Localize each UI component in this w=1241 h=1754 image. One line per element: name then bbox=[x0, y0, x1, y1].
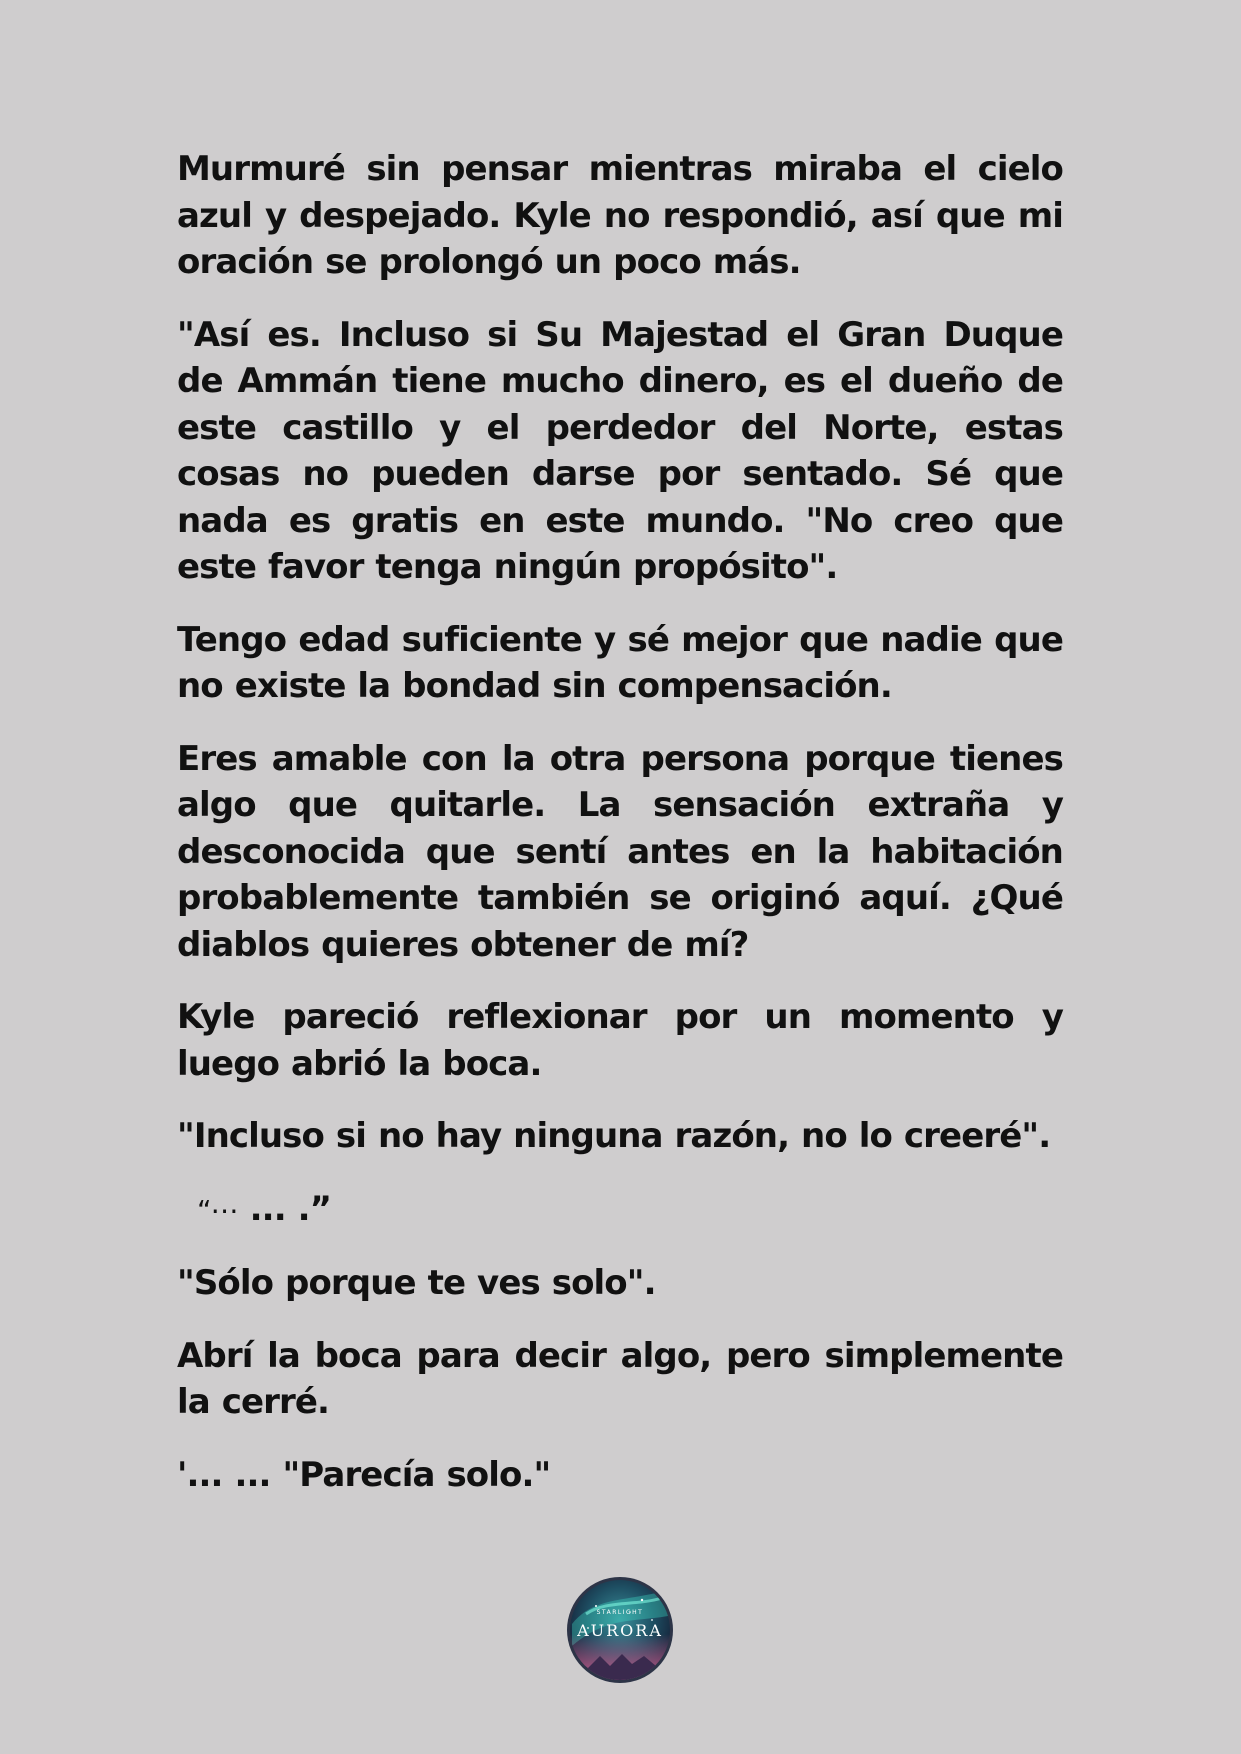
ellipsis-dialogue bbox=[177, 1186, 1063, 1235]
paragraph-9: '... ... "Parecía solo." bbox=[177, 1454, 551, 1495]
paragraph-7: "Sólo porque te ves solo". bbox=[177, 1263, 656, 1303]
paragraph-2: "Así es. Incluso si Su Majestad el Gran Duque de Ammán tiene mucho dinero, es el dueño de este castillo y el perdedor del Norte, estas cosas no pueden darse por sentado. Sé que nada es gratis en este mundo. "No creo que este favor tenga ningún propósito". bbox=[177, 314, 1063, 587]
ellipsis-close: ... .” bbox=[249, 1188, 332, 1229]
chapter-text bbox=[177, 146, 1063, 1524]
paragraph-4: Eres amable con la otra persona porque tienes algo que quitarle. La sensación extraña y desconocida que sentí antes en la habitación probablemente también se originó aquí. ¿Qué diablos quieres obtener de mí? bbox=[177, 738, 1063, 965]
paragraph-3: Tengo edad suficiente y sé mejor que nadie que no existe la bondad sin compensación. bbox=[177, 619, 1063, 706]
paragraph-5: Kyle pareció reflexionar por un momento y luego abrió la boca. bbox=[177, 997, 1063, 1084]
paragraph-6: "Incluso si no hay ninguna razón, no lo creeré". bbox=[177, 1116, 1051, 1156]
aurora-logo-icon bbox=[566, 1576, 674, 1684]
starlight-aurora-logo bbox=[566, 1576, 674, 1684]
paragraph-1: Murmuré sin pensar mientras miraba el cielo azul y despejado. Kyle no respondió, así que mi oración se prolongó un poco más. bbox=[177, 149, 1063, 282]
paragraph-8: Abrí la boca para decir algo, pero simplemente la cerré. bbox=[177, 1335, 1063, 1422]
logo-top-text: STARLIGHT bbox=[596, 1609, 644, 1616]
ellipsis-open: “⋯ bbox=[197, 1193, 238, 1227]
logo-main-text: AURORA bbox=[577, 1621, 663, 1640]
